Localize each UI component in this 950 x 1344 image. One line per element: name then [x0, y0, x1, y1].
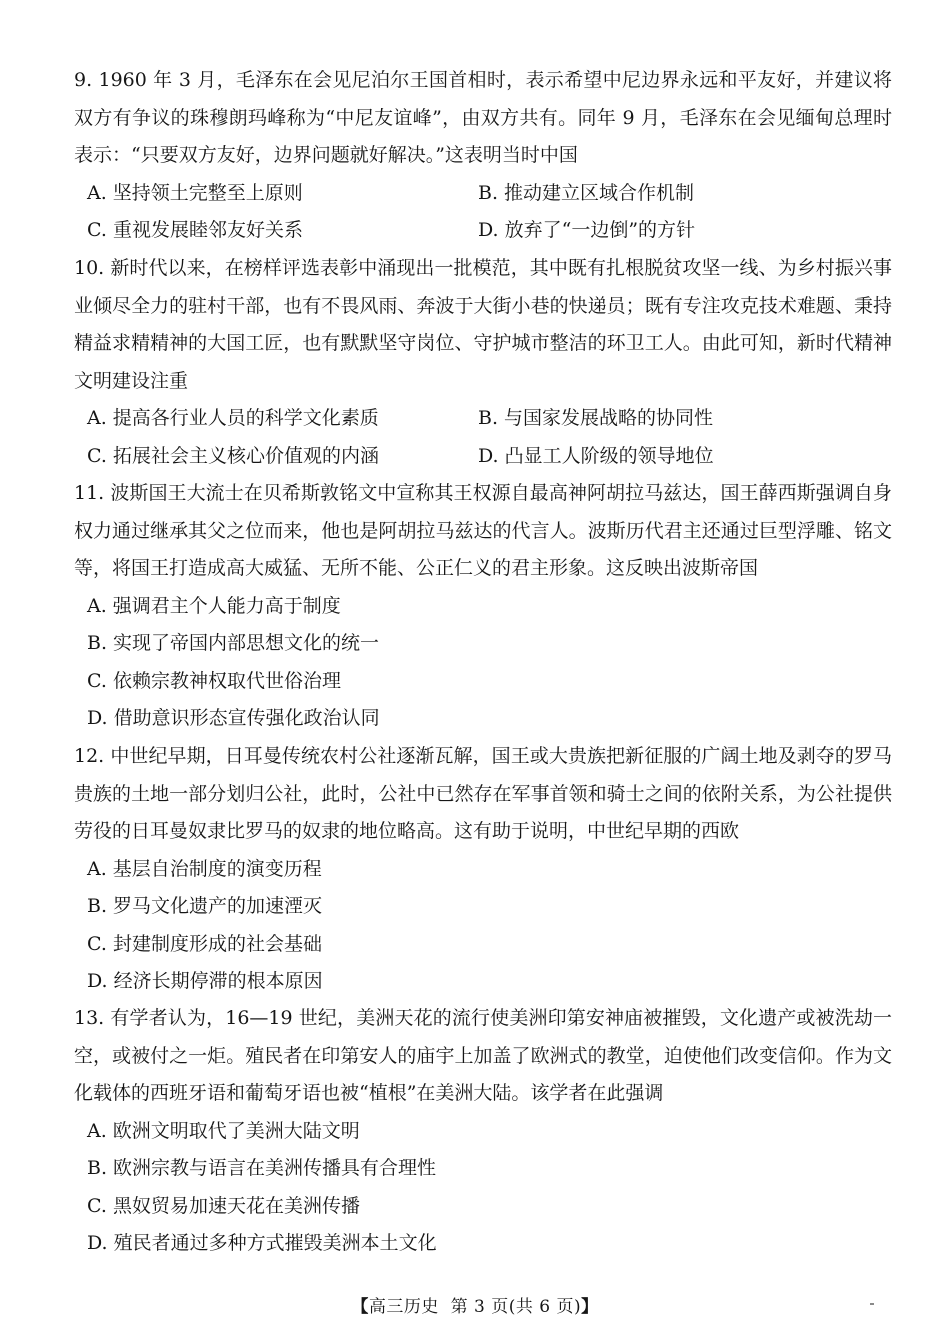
footer-open-bracket: 【 — [351, 1297, 369, 1317]
option-b[interactable]: B. 与国家发展战略的协同性 — [478, 407, 714, 429]
question-11 — [74, 475, 892, 738]
question-stem: 12. 中世纪早期，日耳曼传统农村公社逐渐瓦解，国王或大贵族把新征服的广阔土地及剥夺的罗马贵族的土地一部分划归公社，此时，公社中已然存在军事首领和骑士之间的依附关系，为公社提供劳役的日耳曼奴隶比罗马的奴隶的地位略高。这有助于说明，中世纪早期的西欧 — [74, 745, 892, 842]
footer-page-info: 第 3 页(共 6 页) — [450, 1297, 582, 1317]
question-stem: 13. 有学者认为，16—19 世纪，美洲天花的流行使美洲印第安神庙被摧毁，文化遗产或被洗劫一空，或被付之一炬。殖民者在印第安人的庙宇上加盖了欧洲式的教堂，迫使他们改变信仰。作为文化载体的西班牙语和葡萄牙语也被“植根”在美洲大陆。该学者在此强调 — [74, 1007, 892, 1104]
option-list — [74, 851, 892, 1001]
option-c[interactable]: C. 黑奴贸易加速天花在美洲传播 — [87, 1194, 360, 1217]
question-12 — [74, 738, 892, 1001]
option-c[interactable]: C. 重视发展睦邻友好关系 — [87, 219, 303, 241]
footer-close-bracket: 】 — [581, 1297, 599, 1317]
question-stem: 9. 1960 年 3 月，毛泽东在会见尼泊尔王国首相时，表示希望中尼边界永远和平友好，并建议将双方有争议的珠穆朗玛峰称为“中尼友谊峰”，由双方共有。同年 9 月，毛泽东在会见缅甸总理时表示：“只要双方友好，边界问题就好解决。”这表明当时中国 — [74, 69, 892, 166]
question-13 — [74, 1000, 892, 1263]
option-list — [74, 175, 892, 250]
option-list — [74, 588, 892, 738]
option-d[interactable]: D. 经济长期停滞的根本原因 — [87, 970, 323, 992]
question-9 — [74, 62, 892, 250]
question-10 — [74, 250, 892, 475]
option-c[interactable]: C. 封建制度形成的社会基础 — [87, 932, 322, 955]
option-a[interactable]: A. 提高各行业人员的科学文化素质 — [87, 407, 379, 429]
option-b[interactable]: B. 罗马文化遗产的加速湮灭 — [87, 895, 323, 917]
option-c[interactable]: C. 依赖宗教神权取代世俗治理 — [87, 669, 341, 692]
option-b[interactable]: B. 实现了帝国内部思想文化的统一 — [87, 632, 380, 654]
question-stem: 11. 波斯国王大流士在贝希斯敦铭文中宣称其王权源自最高神阿胡拉马兹达，国王薛西斯强调自身权力通过继承其父之位而来，他也是阿胡拉马兹达的代言人。波斯历代君主还通过巨型浮雕、铭文等，将国王打造成高大威猛、无所不能、公正仁义的君主形象。这反映出波斯帝国 — [74, 482, 892, 579]
option-a[interactable]: A. 强调君主个人能力高于制度 — [87, 594, 341, 617]
scan-mark — [870, 1303, 874, 1305]
option-d[interactable]: D. 殖民者通过多种方式摧毁美洲本土文化 — [87, 1232, 437, 1254]
option-b[interactable]: B. 欧洲宗教与语言在美洲传播具有合理性 — [87, 1157, 437, 1179]
footer-subject: 高三历史 — [368, 1297, 439, 1317]
option-c[interactable]: C. 拓展社会主义核心价值观的内涵 — [87, 444, 379, 467]
option-list — [74, 400, 892, 475]
option-a[interactable]: A. 坚持领土完整至上原则 — [87, 181, 303, 204]
option-d[interactable]: D. 放弃了“一边倒”的方针 — [478, 219, 696, 241]
question-stem: 10. 新时代以来，在榜样评选表彰中涌现出一批模范，其中既有扎根脱贫攻坚一线、为乡村振兴事业倾尽全力的驻村干部，也有不畏风雨、奔波于大街小巷的快递员；既有专注攻克技术难题、秉持精益求精精神的大国工匠，也有默默坚守岗位、守护城市整洁的环卫工人。由此可知，新时代精神文明建设注重 — [74, 257, 892, 392]
page-footer — [0, 1292, 950, 1317]
option-a[interactable]: A. 欧洲文明取代了美洲大陆文明 — [87, 1119, 360, 1142]
option-b[interactable]: B. 推动建立区域合作机制 — [478, 181, 695, 204]
option-d[interactable]: D. 借助意识形态宣传强化政治认同 — [87, 707, 380, 729]
option-list — [74, 1113, 892, 1263]
option-a[interactable]: A. 基层自治制度的演变历程 — [87, 857, 322, 880]
option-d[interactable]: D. 凸显工人阶级的领导地位 — [478, 444, 714, 467]
